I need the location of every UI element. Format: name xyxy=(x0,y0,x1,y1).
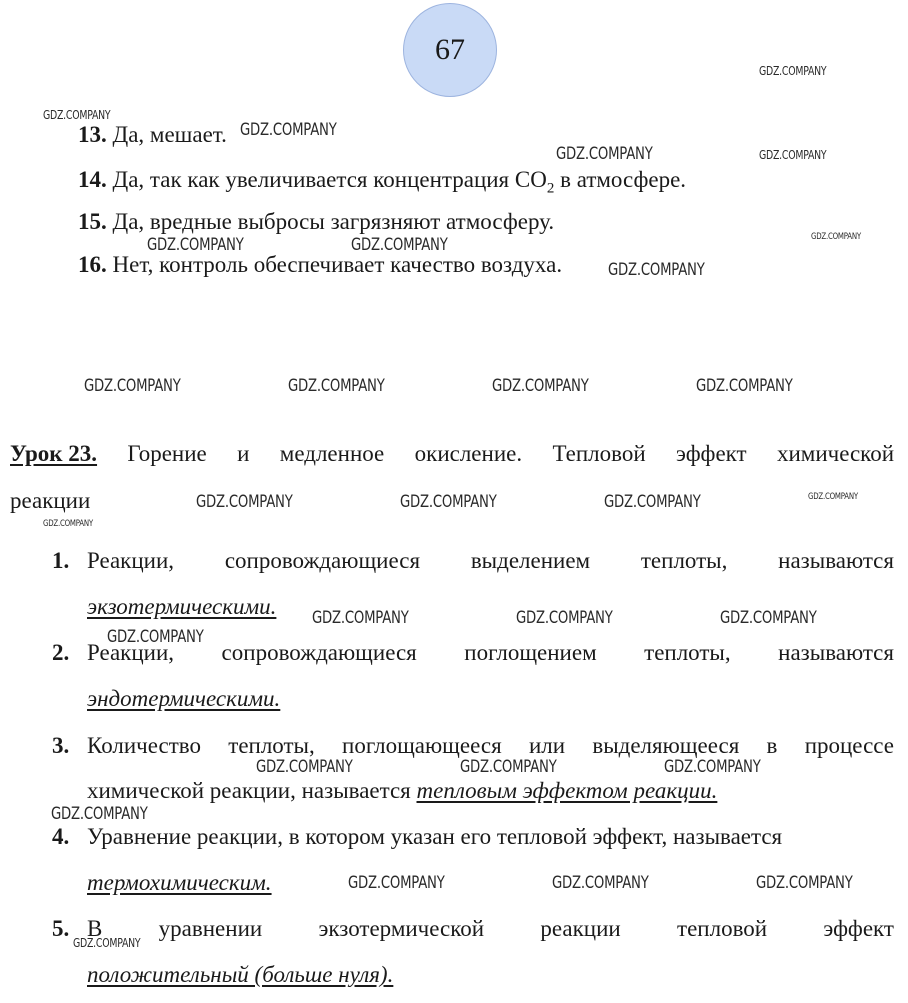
answer-16 xyxy=(78,251,562,279)
item-word: Количество xyxy=(87,733,201,758)
watermark: GDZ.COMPANY xyxy=(696,376,793,396)
item-word: называются xyxy=(778,640,894,665)
answer-number: 16. xyxy=(78,252,107,277)
answer-14 xyxy=(78,166,686,203)
watermark: GDZ.COMPANY xyxy=(460,757,557,777)
lesson-word: медленное xyxy=(279,441,385,466)
answer-15 xyxy=(78,208,554,236)
watermark: GDZ.COMPANY xyxy=(808,492,858,502)
item-word: выделением xyxy=(470,548,591,573)
answer-13 xyxy=(78,121,227,149)
watermark: GDZ.COMPANY xyxy=(51,804,148,824)
item-1-line1 xyxy=(87,547,894,575)
answer-fill: эндотермическими. xyxy=(87,686,281,711)
answer-fill: положительный (больше нуля). xyxy=(87,962,394,987)
item-4-number xyxy=(52,823,69,851)
answer-text: Да, мешает. xyxy=(112,122,227,147)
lesson-word: окисление. xyxy=(414,441,523,466)
watermark: GDZ.COMPANY xyxy=(664,757,761,777)
item-2-line1 xyxy=(87,639,894,667)
item-4-answer xyxy=(87,869,272,897)
item-number: 2. xyxy=(52,640,70,665)
answer-number: 14. xyxy=(78,167,107,192)
page-number: 67 xyxy=(435,33,465,66)
item-number: 1. xyxy=(52,548,70,573)
answer-text: Да, вредные выбросы загрязняют атмосферу. xyxy=(112,209,555,234)
watermark: GDZ.COMPANY xyxy=(84,376,181,396)
watermark: GDZ.COMPANY xyxy=(759,148,827,162)
watermark: GDZ.COMPANY xyxy=(608,260,705,280)
watermark: GDZ.COMPANY xyxy=(240,120,337,140)
watermark: GDZ.COMPANY xyxy=(720,608,817,628)
watermark: GDZ.COMPANY xyxy=(288,376,385,396)
item-word: называются xyxy=(778,548,894,573)
watermark: GDZ.COMPANY xyxy=(43,108,111,122)
item-4-line1: Уравнение реакции, в котором указан его тепловой эффект, называется xyxy=(87,824,783,849)
answer-number: 15. xyxy=(78,209,107,234)
item-5-number xyxy=(52,915,69,943)
lesson-word: и xyxy=(237,441,250,466)
item-word: уравнении xyxy=(158,916,263,941)
answer-text: Да, так как увеличивается концентрация СО xyxy=(112,167,547,192)
item-word: сопровождающиеся xyxy=(221,640,417,665)
item-3-line1 xyxy=(87,732,894,760)
lesson-title-line2: реакции xyxy=(10,488,91,513)
watermark: GDZ.COMPANY xyxy=(73,936,141,950)
item-1-number xyxy=(52,547,69,575)
answer-text: Нет, контроль обеспечивает качество воздуха. xyxy=(112,252,563,277)
item-2-number xyxy=(52,639,69,667)
item-word: поглощающееся xyxy=(342,733,502,758)
watermark: GDZ.COMPANY xyxy=(256,757,353,777)
item-number: 3. xyxy=(52,733,70,758)
lesson-word: эффект xyxy=(676,441,747,466)
lesson-word: химической xyxy=(776,441,894,466)
lesson-word: Горение xyxy=(127,441,207,466)
item-3-number xyxy=(52,732,69,760)
answer-text-end: в атмосфере. xyxy=(554,167,687,192)
item-word: процессе xyxy=(804,733,894,758)
answer-fill: термохимическим. xyxy=(87,870,272,895)
lesson-word: Тепловой xyxy=(552,441,646,466)
watermark: GDZ.COMPANY xyxy=(312,608,409,628)
answer-number: 13. xyxy=(78,122,107,147)
watermark: GDZ.COMPANY xyxy=(348,873,445,893)
watermark: GDZ.COMPANY xyxy=(556,144,653,164)
watermark: GDZ.COMPANY xyxy=(516,608,613,628)
watermark: GDZ.COMPANY xyxy=(196,492,293,512)
answer-fill: экзотермическими. xyxy=(87,594,277,619)
item-number: 5. xyxy=(52,916,70,941)
watermark: GDZ.COMPANY xyxy=(492,376,589,396)
lesson-label: Урок 23. xyxy=(10,441,98,466)
item-word: поглощением xyxy=(464,640,597,665)
item-word: Реакции, xyxy=(87,640,175,665)
answer-fill: тепловым эффектом реакции. xyxy=(416,778,718,803)
item-word: выделяющееся xyxy=(592,733,740,758)
item-word: теплоты, xyxy=(644,640,731,665)
item-number: 4. xyxy=(52,824,70,849)
item-5-answer xyxy=(87,961,393,989)
item-5-line1 xyxy=(87,915,894,943)
item-3-line2 xyxy=(87,777,717,805)
item-word: теплоты, xyxy=(640,548,728,573)
watermark: GDZ.COMPANY xyxy=(107,627,204,647)
watermark: GDZ.COMPANY xyxy=(147,235,244,255)
page-number-badge xyxy=(403,3,497,97)
watermark: GDZ.COMPANY xyxy=(43,519,93,529)
item-word: экзотермической xyxy=(318,916,485,941)
watermark: GDZ.COMPANY xyxy=(811,232,861,242)
watermark: GDZ.COMPANY xyxy=(604,492,701,512)
item-1-answer xyxy=(87,593,276,621)
item-word: В xyxy=(87,916,103,941)
watermark: GDZ.COMPANY xyxy=(756,873,853,893)
item-word: теплоты, xyxy=(228,733,315,758)
item-word: реакции xyxy=(540,916,621,941)
watermark: GDZ.COMPANY xyxy=(759,64,827,78)
item-word: или xyxy=(528,733,566,758)
watermark: GDZ.COMPANY xyxy=(351,235,448,255)
item-2-answer xyxy=(87,685,280,713)
item-word: сопровождающиеся xyxy=(224,548,421,573)
item-word: в xyxy=(766,733,778,758)
watermark: GDZ.COMPANY xyxy=(400,492,497,512)
item-word: Реакции, xyxy=(87,548,175,573)
watermark: GDZ.COMPANY xyxy=(552,873,649,893)
item-word: эффект xyxy=(823,916,894,941)
item-text: химической реакции, называется xyxy=(87,778,417,803)
item-word: тепловой xyxy=(677,916,768,941)
subscript: 2 xyxy=(546,180,555,197)
lesson-heading xyxy=(10,440,894,468)
